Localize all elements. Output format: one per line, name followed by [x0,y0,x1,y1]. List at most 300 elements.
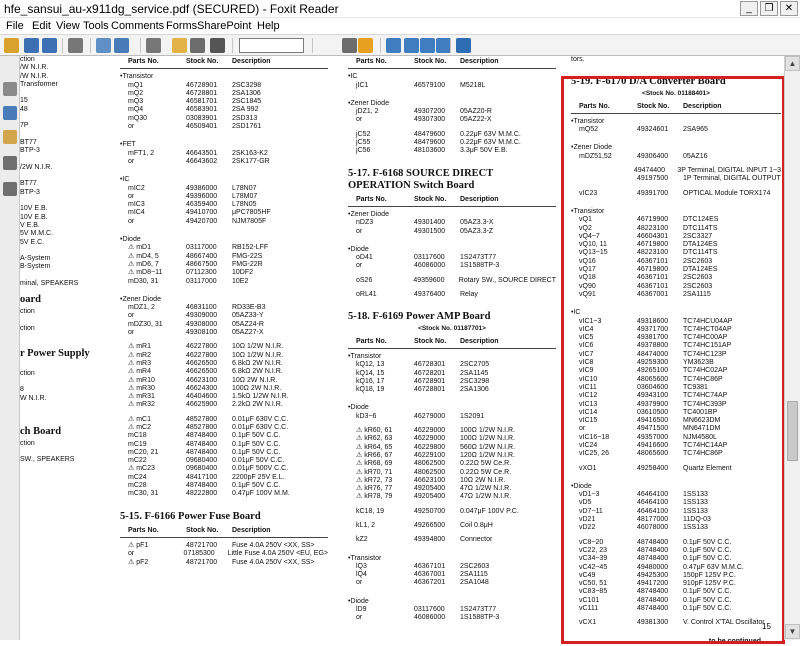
part-description: TC74HC74AP [683,392,728,400]
part-description: 05AZ27-X [232,329,264,337]
text-line: 15 [20,97,28,105]
stock-number: 46623100 [414,476,446,484]
part-description: 0.01μF 500V C.C. [232,465,289,473]
part-description: 2SA1048 [460,579,489,587]
bookmark-icon[interactable] [3,82,17,96]
stock-number: 49371700 [637,325,669,333]
stock-number: 09680400 [186,457,218,465]
part-description: 0.47μF 63V M.M.C. [683,563,744,571]
spacer [348,90,556,96]
part-description: TC74HC123P [683,350,727,358]
stock-number: 46626500 [186,368,218,376]
stock-number: 46086000 [414,262,446,270]
header-description: Description [460,195,499,203]
parts-row [120,542,328,550]
part-number: ⚠ mR30 [128,384,155,392]
parts-row [120,90,328,98]
stock-number: 48222800 [186,490,218,498]
parts-row [120,218,328,226]
restore-button[interactable]: ❐ [760,1,778,16]
close-button[interactable]: ✕ [780,1,798,16]
stock-number: 03117600 [414,254,445,262]
part-description: 3P Terminal, DIGITAL INPUT 1~3 [677,167,781,175]
part-number: vIC1~3 [579,317,602,325]
text-line: tors. [571,56,585,63]
part-number: jC55 [356,139,371,147]
stock-number: 49301500 [414,227,446,235]
group-label: •Transistor [348,352,382,360]
menu-edit[interactable]: Edit [32,20,51,32]
parts-row [120,253,328,261]
select-text-icon[interactable] [190,38,205,53]
parts-row [120,368,328,376]
stock-number: 46078000 [637,524,669,532]
part-number: vCX1 [579,619,597,627]
part-description: 47Ω 1/2W N.I.R. [460,493,512,501]
part-number: ⚠ mR3 [128,359,151,367]
part-number: ⚠ kR72, 73 [356,476,393,484]
part-number: vD5 [579,499,592,507]
page-layout-icon[interactable] [146,38,161,53]
part-description: 1S1588TP-3 [460,262,500,270]
part-number: vXO1 [579,464,597,472]
part-number: ⚠ kR64, 65 [356,443,393,451]
group-label: •Diode [120,236,141,244]
spacer [348,588,556,594]
highlight-icon[interactable] [358,38,373,53]
part-description: 10E2 [232,277,249,285]
part-number: oRL41 [356,291,377,299]
attachment-icon[interactable] [3,182,17,196]
header-description: Description [460,58,499,65]
part-number: vC8~20 [579,538,604,546]
stock-number: 09680400 [186,465,218,473]
part-number: jC52 [356,130,371,138]
menu-help[interactable]: Help [257,20,280,32]
part-description: Quartz Element [683,464,732,472]
part-description: 2SK177-GR [232,157,270,165]
vertical-scrollbar[interactable] [784,56,800,640]
header-parts-no: Parts No. [579,102,610,110]
document-view[interactable] [20,56,784,645]
form-icon[interactable] [342,38,357,53]
part-description: 0.01μF 630V C.C. [232,423,289,431]
toolbar-separator [232,38,233,53]
parts-row [348,262,556,270]
stock-number: 49391700 [637,189,669,197]
spacer [571,64,781,70]
header-parts-no: Parts No. [356,58,387,65]
stock-number: 46367001 [414,571,446,579]
part-number: ⚠ kR68, 69 [356,460,393,468]
stock-number-line: <Stock No. 01188401> [642,90,710,98]
part-description: 2SC3327 [683,232,713,240]
toolbar [0,35,800,56]
part-description: 100Ω 1/2W N.I.R. [460,435,516,443]
parts-row [120,474,328,482]
stock-number: 48479600 [414,139,446,147]
part-description: 2SA965 [683,126,708,134]
parts-row [348,370,556,378]
toolbar-separator [62,38,63,53]
stock-number: 46229000 [414,427,446,435]
pages-icon[interactable] [3,106,17,120]
part-number: kQ14, 15 [356,369,385,377]
part-number: kQ16, 17 [356,377,385,385]
section-heading: 5-18. F-6169 Power AMP Board [348,311,491,323]
part-description: 2SA 992 [232,106,259,114]
text-line [20,114,114,122]
header-description: Description [232,58,271,65]
stock-number: 48721700 [186,558,218,566]
dropdown-icon[interactable] [210,38,225,53]
part-number: vIC12 [579,392,598,400]
text-line: 5V M.M.C. [20,230,54,238]
page-number: 15 [762,622,771,631]
stock-number: 46359400 [186,201,218,209]
stock-number: 49205400 [414,485,446,493]
stock-number: 48667500 [186,260,218,268]
stock-number: 48667400 [186,252,218,260]
text-line: SW., SPEAKERS [20,456,75,464]
text-line [20,272,114,280]
stock-number: 49425300 [637,571,669,579]
text-line: ction [20,369,35,377]
part-description: DTC124ES [683,216,719,224]
menu-tools[interactable]: Tools [83,20,109,32]
comments-icon[interactable] [3,130,17,144]
menu-forms[interactable]: Forms [166,20,198,32]
stock-number: 46728801 [414,386,446,394]
part-description: TC74HC151AP [683,342,732,350]
stock-number: 48748400 [637,538,669,546]
part-description: 05AZ22-X [460,116,492,124]
stock-number: 49265100 [637,367,669,375]
part-description: TC74HCU04AP [683,317,733,325]
part-description: 0.1μF 50V C.C. [683,596,732,604]
part-description: FMG-22R [232,260,263,268]
part-description: 1S2473T77 [460,606,497,614]
part-number: kZ2 [356,536,368,544]
stock-number: 46367101 [414,562,446,570]
part-number: vIC9 [579,367,594,375]
parts-row [348,579,556,587]
print-icon[interactable] [68,38,83,53]
part-description: 11DQ-03 [683,516,711,524]
parts-row [120,123,328,131]
stock-number: 46086000 [414,614,446,622]
parts-row [120,209,328,217]
text-line: ction [20,308,35,316]
text-line [20,89,114,97]
stock-number: 48223100 [637,224,669,232]
header-stock-no: Stock No. [414,337,447,345]
parts-row [348,386,556,394]
group-label: •Diode [348,245,369,253]
stock-number: 49381700 [637,334,669,342]
title-bar [0,0,800,18]
part-description: 910pF 125V P.C. [683,580,736,588]
part-description: 2SD1761 [232,123,262,131]
part-description: 0.047μF 100V P.C. [460,507,519,515]
part-description: TC74HC86P [683,375,723,383]
header-stock-no: Stock No. [414,195,447,203]
hand-tool-icon[interactable] [172,38,187,53]
stock-number: 49308000 [186,320,218,328]
group-label: •Zener Diode [120,295,161,303]
stock-number: 49416600 [637,441,669,449]
parts-row [120,158,328,166]
menu-comments[interactable]: Comments [111,20,165,32]
stock-number: 46227800 [186,343,218,351]
navigation-panel [0,56,20,640]
parts-row [348,277,556,285]
part-description: 2SC2603 [683,282,713,290]
parts-row [120,352,328,360]
part-number: vQ90 [579,282,596,290]
table-header [120,525,328,538]
part-description: 120Ω 1/2W N.I.R. [460,451,516,459]
zoom-input[interactable] [239,38,304,53]
parts-row [120,185,328,193]
text-line [20,172,114,180]
part-description: 1.5kΩ 1/2W N.I.R. [232,393,289,401]
page-column-2 [348,56,556,623]
menu-sharepoint[interactable]: SharePoint [197,20,252,32]
stock-number: 48748400 [637,605,669,613]
part-description: Coil 0.8μH [460,521,493,529]
save-icon[interactable] [24,38,39,53]
part-description: OPTICAL Module TORX174 [683,189,771,197]
email-icon[interactable] [96,38,111,53]
part-number: vIC14 [579,408,598,416]
group-label: •Zener Diode [571,144,612,152]
part-number: kC18, 19 [356,507,385,515]
parts-row [120,360,328,368]
refresh-icon[interactable] [456,38,471,53]
part-description: 1S2091 [460,412,485,420]
scroll-thumb[interactable] [787,401,798,461]
part-description: 0.22μF 63V M.M.C. [460,130,521,138]
stock-number: 46624300 [186,384,218,392]
spacer [348,545,556,551]
part-description: 1SS133 [683,524,708,532]
stock-number: 49381300 [637,619,669,627]
part-description: DTA124ES [683,266,718,274]
stock-number: 46719800 [637,241,669,249]
spacer [348,299,556,305]
part-description: Fuse 4.0A 250V <XX, SS> [232,541,315,549]
stock-number: 48721700 [186,541,218,549]
part-description: 6.8kΩ 2W N.I.R. [232,368,283,376]
parts-row [120,550,328,558]
part-description: 1SS133 [683,507,708,515]
stock-number: 49308100 [186,329,218,337]
part-number: mC18 [128,432,147,440]
stock-number: 49307200 [414,108,446,116]
parts-row [120,416,328,424]
spacer [120,131,328,137]
part-description: 05AZ24-R [232,320,264,328]
part-description: 2SA1145 [460,369,489,377]
text-line: 5V E.C. [20,238,45,246]
window-title: hfe_sansui_au-x911dg_service.pdf (SECURED) - Foxit Reader [4,2,339,16]
header-parts-no: Parts No. [356,337,387,345]
fit-page-icon[interactable] [404,38,419,53]
part-description: Connector [460,536,493,544]
header-stock-no: Stock No. [186,526,219,534]
part-number: vIC23 [579,189,598,197]
stock-number: 46229000 [414,435,446,443]
stock-number: 49318600 [637,317,669,325]
scroll-up-button[interactable]: ▲ [785,56,800,71]
stock-number: 03117000 [186,244,217,252]
parts-row [348,139,556,147]
text-line: /2W N.I.R. [20,163,53,171]
parts-row [348,108,556,116]
layers-icon[interactable] [3,156,17,170]
parts-row [120,329,328,337]
text-line [20,197,114,205]
parts-row [120,304,328,312]
parts-row [120,312,328,320]
part-number: vC83~85 [579,588,608,596]
stock-number: 46464100 [637,491,669,499]
minimize-button[interactable]: _ [740,1,758,16]
group-label: •IC [348,73,358,81]
part-number: or [579,425,586,433]
part-description: 47Ω 1/2W N.I.R. [460,485,512,493]
section-heading: 5-17. F-6168 SOURCE DIRECT OPERATION Switch Board [348,167,494,191]
part-description: L78N07 [232,184,257,192]
part-number: vD22 [579,524,596,532]
stock-number: 46728201 [414,369,446,377]
text-line: minal, SPEAKERS [20,280,79,288]
group-label: •Diode [348,597,369,605]
part-number: mC19 [128,440,147,448]
parts-row [348,219,556,227]
part-number: or [128,217,135,225]
part-description: 05AZ33-Y [232,312,264,320]
save-as-icon[interactable] [42,38,57,53]
stock-number: 49378800 [637,342,669,350]
stock-number: 46643602 [186,157,218,165]
parts-row [120,441,328,449]
stock-number: 49197500 [637,175,669,183]
actual-size-icon[interactable] [436,38,451,53]
stock-number: 48748400 [186,432,218,440]
part-description: 0.1μF 50V C.C. [232,448,281,456]
part-description: 2SC1845 [232,98,262,106]
part-number: lQ3 [356,562,367,570]
spacer [120,499,328,505]
part-number: mQ3 [128,98,144,106]
stock-number: 48417100 [186,473,218,481]
part-description: FMG-22S [232,252,263,260]
stock-number: 49474400 [633,167,665,175]
stock-number: 03604600 [637,383,669,391]
part-description: 2SA1115 [460,571,488,579]
open-folder-icon[interactable] [4,38,19,53]
stock-number: 49357000 [637,433,669,441]
part-description: TC74HC02AP [683,367,728,375]
part-number: mQ2 [128,89,144,97]
stock-number: 48748400 [637,555,669,563]
part-number: mC22 [128,457,147,465]
part-description: Relay [460,291,478,299]
part-number: vQ91 [579,290,596,298]
part-number: jIC1 [356,81,369,89]
scroll-down-button[interactable]: ▼ [785,624,800,639]
spacer [120,226,328,232]
parts-row [120,261,328,269]
stock-number: 46626500 [186,359,218,367]
part-number: vIC24 [579,441,598,449]
stock-number: 49266500 [414,521,446,529]
group-label: •FET [120,141,136,149]
stock-number: 48748400 [637,546,669,554]
menu-bar [0,18,800,35]
menu-view[interactable]: View [56,20,80,32]
text-line: B-System [20,263,51,271]
stock-number: 49420700 [186,217,218,225]
parts-row [348,291,556,299]
stock-number: 48748400 [637,588,669,596]
part-description: NJM7805F [232,217,267,225]
highlight-rectangle [561,76,785,644]
menu-file[interactable]: File [6,20,24,32]
part-description: TC74HC14AP [683,441,728,449]
stock-number: 46367001 [637,290,669,298]
part-number: vQ10, 11 [579,241,607,249]
part-description: 10Ω 1/2W N.I.R. [232,343,284,351]
stock-number: 48062500 [414,468,446,476]
parts-row [348,522,556,530]
monitor-icon[interactable] [114,38,129,53]
header-parts-no: Parts No. [128,58,159,65]
spacer [348,394,556,400]
part-number: ⚠ kR70, 71 [356,468,393,476]
part-description: YM3623B [683,359,714,367]
group-label: •Zener Diode [348,99,389,107]
parts-row [120,424,328,432]
stock-number: 46227800 [186,351,218,359]
part-description: 2SA1306 [232,89,261,97]
fit-width-icon[interactable] [420,38,435,53]
parts-row [348,571,556,579]
part-description: 05AZ3.3-Z [460,227,494,235]
stock-number: 46367101 [637,282,669,290]
rotate-icon[interactable] [386,38,401,53]
part-description: 10DF2 [232,269,254,277]
part-number: mQ4 [128,106,144,114]
stock-number: 46367101 [637,257,669,265]
parts-row [120,321,328,329]
part-number: vD7~11 [579,507,603,515]
part-number: ⚠ mR10 [128,376,155,384]
header-description: Description [232,526,271,534]
part-description: 0.22Ω 5W Ce.R. [460,460,512,468]
part-number: vQ4~7 [579,232,600,240]
stock-number: 46623100 [186,376,218,384]
parts-row [120,201,328,209]
text-line: 10V E.B. [20,205,48,213]
part-number: mC30, 31 [128,490,159,498]
parts-row [120,269,328,277]
header-stock-no: Stock No. [637,102,670,110]
stock-number: 49301400 [414,219,446,227]
part-description: 1S2473T77 [460,254,497,262]
